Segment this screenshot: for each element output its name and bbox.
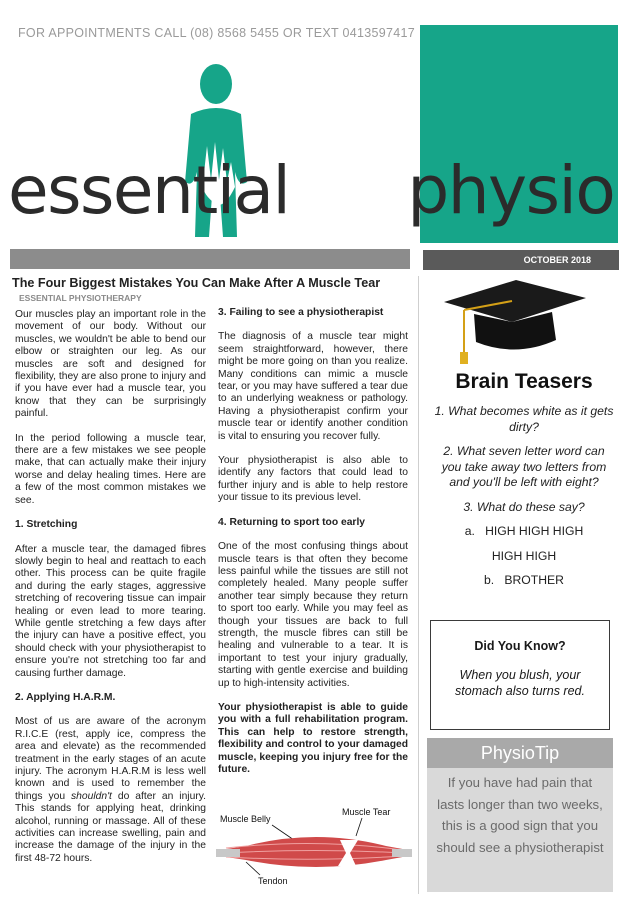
article-column-1 (15, 309, 206, 877)
teaser-puzzle-b: b. BROTHER (484, 573, 564, 587)
brand-word-physio: physio (407, 152, 615, 229)
intro-paragraph-2: In the period following a muscle tear, there are a few mistakes we see people make, that can actually make their injury worse and delay healing times. Here are a few of the most common mistakes we see. (15, 432, 206, 506)
section-body-physio-1: The diagnosis of a muscle tear might seem straightforward, however, there might be more going on than you realize. Many conditions can mimic a muscle tear, or you may have suffered a tear due to an underlying weakness or pathology. Having a physiotherapist confirm your muscle tear or identify another condition is vital to ensuring you recover fully. (218, 331, 408, 442)
section-heading-sport: 4. Returning to sport too early (218, 516, 366, 528)
section-body-physio-2: Your physiotherapist is also able to identify any factors that could lead to further injury and is able to help restore your tissue to its previous level. (218, 455, 408, 504)
section-body-sport: One of the most confusing things about muscle tears is that often they become less painful while the tissues are still not completely healed. Many people suffer another tear simply because they return to sport too early. While you may feel as though your tissues are back to full strength, the muscle fibres can still be healing and vulnerable to a tear. It is important to test your injury gradually, starting with gentle exercise and building up to high-intensity activities. (218, 541, 408, 689)
graduation-cap-icon (440, 276, 590, 368)
appointments-banner: FOR APPOINTMENTS CALL (08) 8568 5455 OR TEXT 0413597417 (18, 26, 416, 40)
did-you-know-title: Did You Know? (474, 639, 566, 653)
physio-tip-body: If you have had pain that lasts longer than two weeks, this is a good sign that you should see a physiotherapist (436, 775, 604, 855)
teaser-question-2: 2. What seven letter word can you take away two letters from and you'll be left with eight? (441, 444, 607, 489)
teaser-puzzle-a: a. HIGH HIGH HIGH (464, 524, 584, 538)
issue-date: OCTOBER 2018 (423, 250, 619, 270)
teaser-puzzle-a-line2: HIGH HIGH (491, 548, 557, 563)
physio-tip-box (427, 738, 613, 892)
did-you-know-box (430, 620, 610, 730)
section-body-harm: Most of us are aware of the acronym R.I.C.E (rest, apply ice, compress the area and elevate) as the recommended treatment in the early stages of an acute injury. The acronym H.A.R.M is less well known and is used to remember the things you shouldn't do after an injury. This stands for applying heat, drinking alcohol, running or massage. All of these activities can increase swelling, pain and increase the damage of the injury in the first 48-72 hours. (15, 716, 206, 864)
brand-logotype (8, 152, 615, 229)
teaser-question-3: 3. What do these say? (463, 499, 585, 514)
intro-paragraph-1: Our muscles play an important role in the movement of our body. Without our muscles, we wouldn't be able to bend our elbow or straighten our leg. As our muscles are soft and designed for flexibility, they are also prone to injury and if you have ever had a muscle tear, you know that they can be surprisingly painful. (15, 309, 206, 420)
section-heading-physio: 3. Failing to see a physiotherapist (218, 307, 384, 318)
brand-word-essential: essential (8, 152, 290, 229)
did-you-know-body: When you blush, your stomach also turns red. (455, 668, 585, 698)
label-tendon: Tendon (258, 876, 288, 886)
article-column-2 (218, 307, 408, 788)
closing-paragraph: Your physiotherapist is able to guide you with a full rehabilitation program. This can help to restore strength, flexibility and control to your damaged muscle, keeping you injury free for the future. (218, 701, 408, 775)
teaser-question-1: 1. What becomes white as it gets dirty? (434, 404, 614, 434)
article-title: The Four Biggest Mistakes You Can Make After A Muscle Tear (12, 276, 381, 290)
section-body-stretching: After a muscle tear, the damaged fibres slowly begin to heal and reattach to each other. This process can be quite fragile and during the early stages, aggressive stretching of recovering tissue can impair healing or even lead to more tearing. While gentle stretching a few days after the injury can have a positive effect, you should check with your physiotherapist to ensure you're not stretching too far and causing further damage. (15, 543, 206, 679)
section-heading-stretching: 1. Stretching (15, 519, 78, 531)
label-muscle-belly: Muscle Belly (220, 814, 271, 824)
article-byline: ESSENTIAL PHYSIOTHERAPY (19, 293, 142, 303)
column-divider (418, 276, 419, 894)
physio-tip-title: PhysioTip (427, 738, 613, 768)
header-grey-bar (10, 249, 410, 269)
brain-teasers-list (432, 404, 616, 598)
muscle-tear-diagram (216, 802, 412, 894)
brain-teasers-title: Brain Teasers (455, 370, 593, 393)
label-muscle-tear: Muscle Tear (342, 807, 391, 817)
section-heading-harm: 2. Applying H.A.R.M. (15, 691, 116, 703)
